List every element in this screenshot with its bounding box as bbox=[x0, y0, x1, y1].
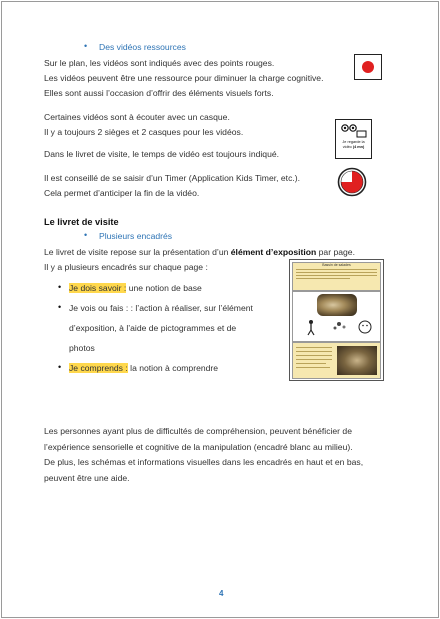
paragraph: l’expérience sensorielle et cognitive de la manipulation (encadré blanc au milieu). bbox=[44, 442, 353, 452]
booklet-page-thumbnail bbox=[289, 259, 384, 381]
list-item-text: la notion à comprendre bbox=[127, 363, 219, 373]
list-item: Je vois ou fais : : l’action à réaliser, sur l’élément bbox=[69, 303, 253, 313]
list-item bbox=[69, 283, 202, 294]
bullet: • bbox=[84, 230, 88, 240]
red-dot-icon bbox=[354, 54, 382, 80]
highlight-label: Je comprends : bbox=[69, 363, 128, 373]
thumbnail-top-box bbox=[292, 262, 381, 291]
thumbnail-pictograms bbox=[299, 318, 379, 338]
bullet: • bbox=[58, 362, 62, 372]
thumbnail-photo bbox=[317, 294, 357, 316]
paragraph: Elles sont aussi l’occasion d’offrir des éléments visuels forts. bbox=[44, 88, 274, 98]
page-number: 4 bbox=[219, 589, 224, 598]
list-item-text: une notion de base bbox=[126, 283, 202, 293]
bullet: • bbox=[58, 282, 62, 292]
section-subtitle-encadres: Plusieurs encadrés bbox=[99, 231, 173, 241]
paragraph: Sur le plan, les vidéos sont indiqués avec des points rouges. bbox=[44, 58, 275, 68]
paragraph: De plus, les schémas et informations visuelles dans les encadrés en haut et en bas, bbox=[44, 457, 364, 467]
paragraph: Certaines vidéos sont à écouter avec un casque. bbox=[44, 112, 230, 122]
paragraph-text: Le livret de visite repose sur la présentation d’un bbox=[44, 247, 231, 257]
headphones-caption: Je regarde la bbox=[342, 140, 365, 144]
thumbnail-title: Bassin de salades bbox=[322, 263, 351, 267]
paragraph: Cela permet d’anticiper la fin de la vidéo. bbox=[44, 188, 200, 198]
paragraph bbox=[44, 247, 355, 258]
paragraph: Dans le livret de visite, le temps de vidéo est toujours indiqué. bbox=[44, 149, 280, 159]
list-item: d’exposition, à l’aide de pictogrammes et de bbox=[69, 323, 237, 333]
paragraph: peuvent être une aide. bbox=[44, 473, 130, 483]
highlight-label: Je dois savoir : bbox=[69, 283, 127, 293]
document-page bbox=[1, 1, 439, 618]
paragraph: Les personnes ayant plus de difficultés de compréhension, peuvent bénéficier de bbox=[44, 426, 352, 436]
bullet: • bbox=[58, 302, 62, 312]
headphones-caption: vidéo bbox=[342, 144, 352, 149]
paragraph: Il est conseillé de se saisir d’un Timer (Application Kids Timer, etc.). bbox=[44, 173, 301, 183]
paragraph-bold-text: élément d’exposition bbox=[230, 247, 317, 257]
thumbnail-bottom-box bbox=[292, 342, 381, 379]
paragraph: Il y a plusieurs encadrés sur chaque page : bbox=[44, 262, 208, 272]
section-title-videos: Des vidéos ressources bbox=[99, 42, 186, 52]
eyes-screen-icon bbox=[336, 120, 371, 140]
headphones-video-icon bbox=[335, 119, 372, 159]
timer-icon bbox=[337, 167, 367, 197]
headphones-caption-duration: (4 mn) bbox=[352, 144, 365, 149]
section-heading-livret: Le livret de visite bbox=[44, 217, 119, 227]
thumbnail-photo-2 bbox=[337, 346, 377, 375]
bullet: • bbox=[84, 41, 88, 51]
list-item: photos bbox=[69, 343, 95, 353]
list-item bbox=[69, 363, 218, 374]
paragraph-text: par page. bbox=[316, 247, 355, 257]
paragraph: Il y a toujours 2 sièges et 2 casques pour les vidéos. bbox=[44, 127, 244, 137]
thumbnail-middle-box bbox=[292, 291, 381, 342]
paragraph: Les vidéos peuvent être une ressource pour diminuer la charge cognitive. bbox=[44, 73, 324, 83]
